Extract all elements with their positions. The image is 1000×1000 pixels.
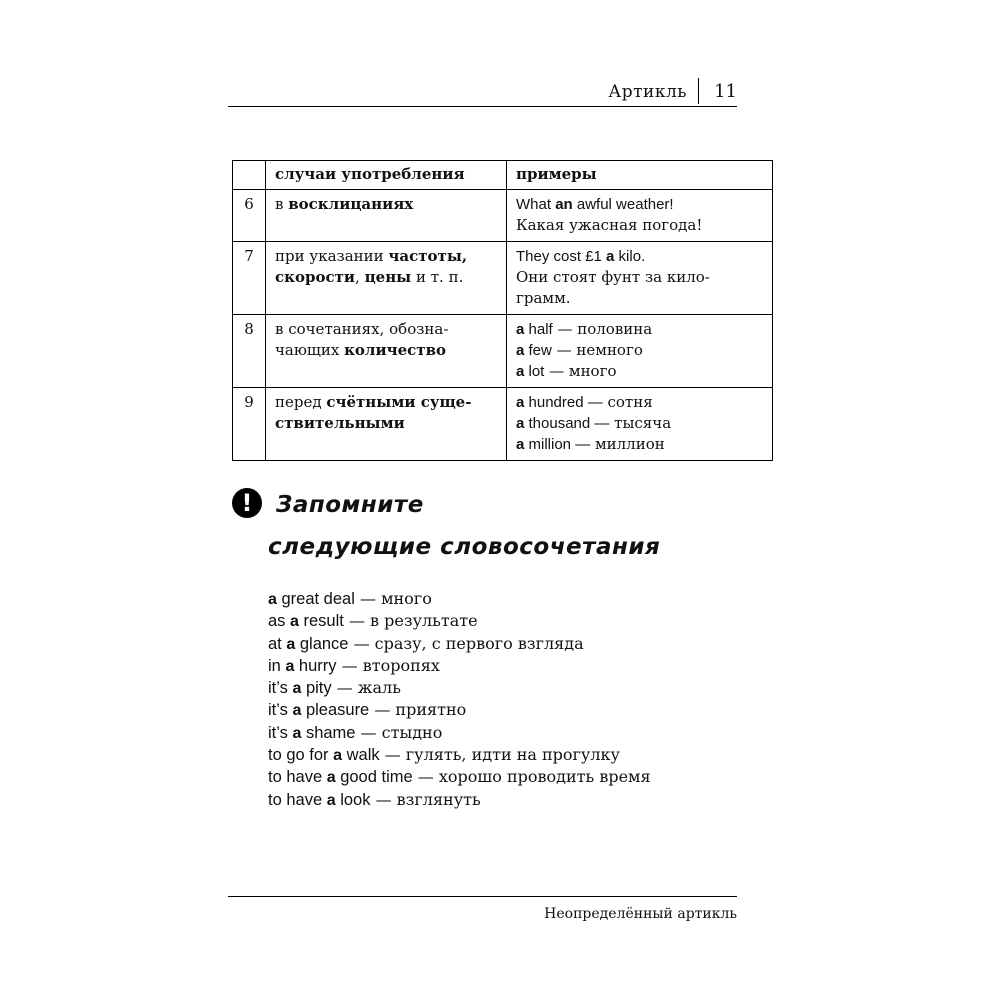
phrase-item <box>268 633 651 655</box>
phrase-item <box>268 699 651 721</box>
article-word: a <box>292 680 302 698</box>
example-line <box>516 340 763 361</box>
example-line <box>516 361 763 382</box>
text-fragment: million — <box>524 436 591 453</box>
text-fragment: kilo. <box>614 248 646 265</box>
english-phrase: it’s <box>268 723 293 742</box>
english-phrase: it’s <box>268 701 293 720</box>
emphasis-text: a <box>516 415 525 432</box>
phrase-item <box>268 610 651 632</box>
emphasis-text: восклицаниях <box>288 195 414 213</box>
article-word: a <box>333 747 343 765</box>
text-fragment: при указании <box>275 247 389 265</box>
english-phrase: as <box>268 612 291 631</box>
header-case: случаи употребления <box>266 161 507 190</box>
translation: — сразу, с первого взгляда <box>348 633 584 653</box>
article-word: a <box>326 769 336 787</box>
english-phrase: pity <box>301 679 332 698</box>
header-divider <box>698 78 699 104</box>
article-word: a <box>286 635 296 653</box>
translation: — стыдно <box>355 722 443 742</box>
english-phrase: in <box>268 656 286 675</box>
text-fragment: грамм. <box>516 289 571 307</box>
example-line <box>516 319 763 340</box>
table-body <box>233 190 773 461</box>
text-fragment: They cost £1 <box>516 248 607 265</box>
usage-examples <box>507 315 773 388</box>
emphasis-text: a <box>516 342 525 359</box>
english-phrase: look <box>335 790 371 809</box>
usage-examples <box>507 388 773 461</box>
text-fragment: в сочетаниях, обозна- чающих <box>275 320 449 359</box>
example-line <box>516 288 763 309</box>
example-line <box>516 392 763 413</box>
english-phrase: pleasure <box>301 701 370 720</box>
phrase-item <box>268 677 651 699</box>
chapter-title: Артикль <box>608 82 687 102</box>
english-phrase: walk <box>342 746 380 765</box>
page-number: 11 <box>714 81 737 102</box>
footer-rule <box>228 896 737 897</box>
row-number: 6 <box>233 190 266 242</box>
translation: — хорошо проводить время <box>412 767 651 787</box>
text-fragment: сотня <box>602 393 653 411</box>
table-row <box>233 242 773 315</box>
emphasis-text: a <box>516 394 525 411</box>
english-phrase: hurry <box>294 656 337 675</box>
article-word: a <box>285 657 295 675</box>
text-fragment: few <box>524 342 552 359</box>
phrase-item <box>268 766 651 788</box>
emphasis-text: a <box>516 363 525 380</box>
example-line <box>516 194 763 215</box>
emphasis-text: a <box>606 248 615 265</box>
emphasis-text: a <box>516 436 525 453</box>
phrase-item <box>268 655 651 677</box>
usage-case <box>266 388 507 461</box>
row-number: 7 <box>233 242 266 315</box>
emphasis-text: цены <box>364 268 412 286</box>
english-phrase: to have <box>268 790 327 809</box>
text-fragment: Они стоят фунт за кило- <box>516 268 710 286</box>
article-word: a <box>268 591 277 608</box>
notice-subtitle: следующие словосочетания <box>268 534 661 560</box>
footer-title: Неопределённый артикль <box>544 906 737 922</box>
english-phrase: great deal <box>276 590 355 608</box>
phrase-item <box>268 588 651 610</box>
text-fragment: awful weather! <box>572 196 674 213</box>
usage-case <box>266 190 507 242</box>
english-phrase: to have <box>268 768 327 787</box>
usage-examples <box>507 190 773 242</box>
running-header <box>228 78 737 107</box>
article-word: a <box>292 702 302 720</box>
text-fragment: lot <box>524 363 545 380</box>
text-fragment: thousand — <box>524 415 610 432</box>
table-header-row <box>233 161 773 190</box>
translation: — взглянуть <box>370 789 481 809</box>
example-line <box>516 413 763 434</box>
usage-table <box>232 160 773 461</box>
english-phrase: result <box>298 612 344 631</box>
english-phrase: shame <box>301 723 356 742</box>
example-line <box>516 434 763 455</box>
text-fragment: и т. п. <box>411 268 464 286</box>
header-num <box>233 161 266 190</box>
phrase-item <box>268 744 651 766</box>
usage-examples <box>507 242 773 315</box>
english-phrase: at <box>268 634 287 653</box>
phrase-list <box>268 588 651 811</box>
example-line <box>516 267 763 288</box>
text-fragment: миллион <box>590 435 665 453</box>
translation: — второпях <box>336 655 440 675</box>
table-row <box>233 190 773 242</box>
example-line <box>516 215 763 236</box>
text-fragment: — много <box>544 362 617 380</box>
phrase-item <box>268 789 651 811</box>
text-fragment: Какая ужасная погода! <box>516 216 703 234</box>
translation: — гулять, идти на прогулку <box>379 745 620 765</box>
article-word: a <box>326 791 336 809</box>
text-fragment: half <box>524 321 553 338</box>
emphasis-text: скорости <box>275 268 356 286</box>
text-fragment: тысяча <box>609 414 672 432</box>
text-fragment: — немного <box>551 341 643 359</box>
translation: — много <box>354 589 432 608</box>
text-fragment: перед <box>275 393 327 411</box>
emphasis-text: счётными суще- ствительными <box>275 393 472 432</box>
english-phrase: glance <box>295 634 349 653</box>
table-row <box>233 315 773 388</box>
text-fragment: — половина <box>552 320 653 338</box>
english-phrase: good time <box>335 768 413 787</box>
table-row <box>233 388 773 461</box>
text-fragment: What <box>516 196 556 213</box>
text-fragment: hundred — <box>524 394 603 411</box>
row-number: 8 <box>233 315 266 388</box>
translation: — приятно <box>369 700 467 720</box>
text-fragment: , <box>355 268 365 286</box>
row-number: 9 <box>233 388 266 461</box>
emphasis-text: количество <box>344 341 447 359</box>
example-line <box>516 246 763 267</box>
english-phrase: it’s <box>268 679 293 698</box>
article-word: a <box>292 724 302 742</box>
phrase-item <box>268 722 651 744</box>
emphasis-text: частоты, <box>388 247 468 265</box>
article-word: a <box>290 613 299 631</box>
emphasis-text: a <box>516 321 525 338</box>
usage-case <box>266 242 507 315</box>
translation: — в результате <box>343 611 478 631</box>
exclamation-icon: ! <box>232 488 262 518</box>
header-examples: примеры <box>507 161 773 190</box>
english-phrase: to go for <box>268 746 334 765</box>
emphasis-text: an <box>555 196 573 213</box>
notice-title: Запомните <box>276 492 424 518</box>
translation: — жаль <box>331 678 401 698</box>
text-fragment: в <box>275 195 289 213</box>
usage-case <box>266 315 507 388</box>
